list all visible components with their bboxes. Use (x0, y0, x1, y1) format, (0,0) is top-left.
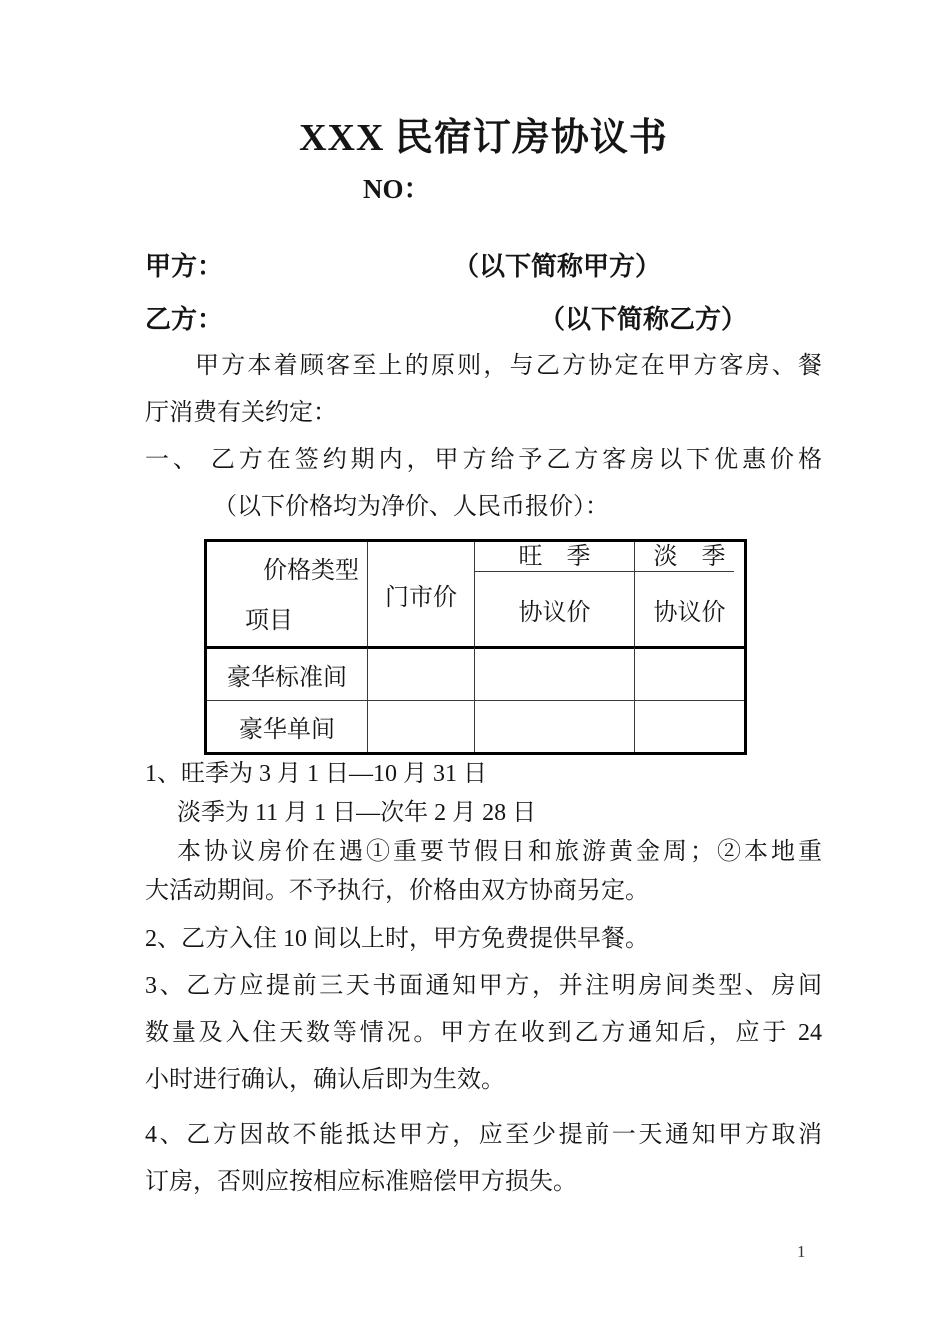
text-line: 一、 乙方在签约期内，甲方给予乙方客房以下优惠价格 (145, 447, 822, 473)
text-line: 1、旺季为 3 月 1 日—10 月 31 日 (145, 761, 487, 787)
text-line: 订房，否则应按相应标准赔偿甲方损失。 (145, 1169, 577, 1195)
text-line: 厅消费有关约定： (145, 400, 337, 426)
intro-paragraph (145, 343, 822, 437)
text-line: 4、乙方因故不能抵达甲方，应至少提前一天通知甲方取消 (145, 1122, 822, 1148)
table-header-price-type: 价格类型 (263, 558, 359, 584)
table-cell-empty (475, 646, 635, 700)
text-line: 淡季为 11 月 1 日—次年 2 月 28 日 (177, 800, 537, 826)
table-header-off-agreed-price: 协议价 (653, 599, 726, 626)
party-b-note: （以下简称乙方） (539, 305, 748, 334)
clause-2-paragraph (145, 916, 822, 963)
table-header-list-price: 门市价 (368, 542, 475, 646)
document-title: XXX 民宿订房协议书 (299, 117, 668, 159)
text-line: 2、乙方入住 10 间以上时，甲方免费提供早餐。 (145, 926, 649, 952)
table-cell-empty (635, 646, 744, 700)
party-a-line (145, 243, 822, 290)
page-number: 1 (797, 1242, 806, 1261)
party-b-line (145, 296, 822, 343)
text-line: 数量及入住天数等情况。甲方在收到乙方通知后，应于 24 (145, 1020, 822, 1046)
note-1-paragraph (145, 755, 822, 911)
table-header-item: 项目 (245, 608, 293, 634)
party-a-label: 甲方： (145, 252, 224, 281)
table-header-off-season: 淡 季 (635, 542, 744, 572)
clause-1-paragraph (145, 437, 822, 531)
agreement-number-label: NO： (363, 174, 431, 204)
table-header-corner-cell (207, 542, 368, 646)
table-cell-empty (368, 646, 475, 700)
text-line: 小时进行确认，确认后即为生效。 (145, 1067, 505, 1093)
text-line: （以下价格均为净价、人民币报价）： (213, 494, 609, 520)
table-header-peak-season: 旺 季 (475, 542, 635, 572)
table-header-peak-agreed-price: 协议价 (475, 572, 635, 646)
clause-4-paragraph (145, 1112, 822, 1206)
table-cell-empty (635, 700, 744, 752)
table-cell-empty (475, 700, 635, 752)
text-line: 本协议房价在遇①重要节假日和旅游黄金周；②本地重 (177, 839, 822, 865)
party-a-note: （以下简称甲方） (453, 252, 662, 281)
clause-3-paragraph (145, 963, 822, 1104)
party-b-label: 乙方： (145, 305, 224, 334)
text-line: 大活动期间。不予执行，价格由双方协商另定。 (145, 878, 649, 904)
table-row-item-cell: 豪华标准间 (207, 646, 368, 700)
text-line: 甲方本着顾客至上的原则，与乙方协定在甲方客房、餐 (195, 353, 822, 379)
table-row-item-cell: 豪华单间 (207, 700, 368, 752)
price-table (204, 539, 747, 755)
table-cell-empty (368, 700, 475, 752)
text-line: 3、乙方应提前三天书面通知甲方，并注明房间类型、房间 (145, 973, 822, 999)
